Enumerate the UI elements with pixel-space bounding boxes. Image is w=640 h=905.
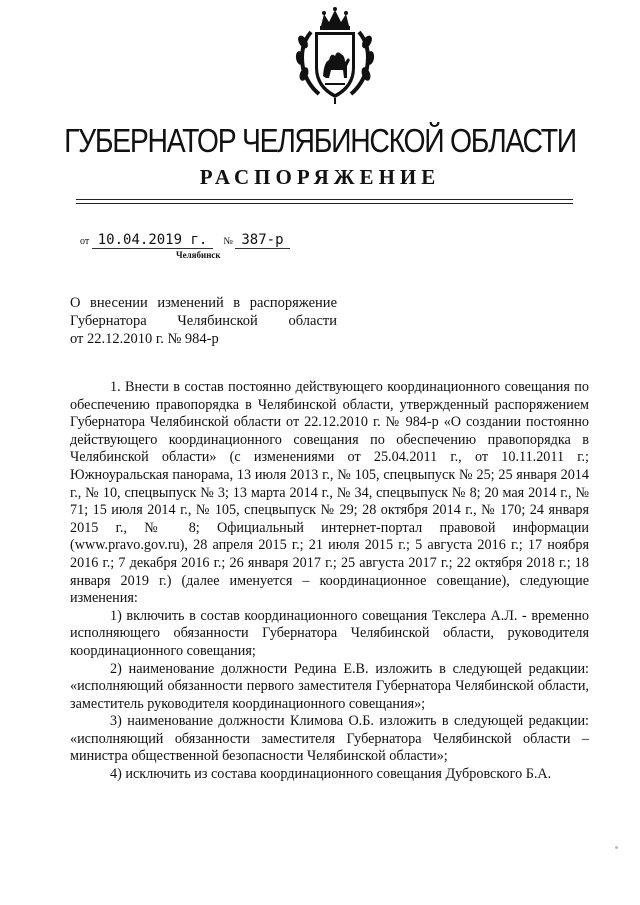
document-meta bbox=[80, 232, 290, 252]
paragraph-item-2: 2) наименование должности Редина Е.В. изложить в следующей редакции: «исполняющий обязанности первого заместителя Губернатора Челябинской области, заместитель руководителя координационного совещания»; bbox=[70, 660, 589, 712]
city-label: Челябинск bbox=[176, 250, 221, 260]
header-divider-thin bbox=[76, 203, 573, 204]
number-label: № bbox=[223, 236, 233, 247]
scan-speck bbox=[615, 846, 618, 849]
document-number: 387-р bbox=[235, 232, 289, 249]
document-date: 10.04.2019 г. bbox=[92, 232, 214, 249]
date-label: от bbox=[80, 236, 90, 247]
document-type: РАСПОРЯЖЕНИЕ bbox=[199, 165, 441, 189]
paragraph-item-3: 3) наименование должности Климова О.Б. изложить в следующей редакции: «исполняющий обязанности заместителя Губернатора Челябинской области – министра общественной безопасности Челябинской области»; bbox=[70, 713, 589, 765]
paragraph-item-1: 1) включить в состав координационного совещания Текслера А.Л. - временно исполняющего обязанности Губернатора Челябинской области, руководителя координационного совещания; bbox=[70, 607, 589, 659]
document-subject bbox=[70, 294, 337, 348]
coat-of-arms-icon bbox=[293, 6, 377, 106]
header-divider bbox=[76, 199, 573, 200]
document-body bbox=[70, 379, 589, 784]
subject-line-3: от 22.12.2010 г. № 984-р bbox=[70, 331, 219, 347]
paragraph-item-4: 4) исключить из состава координационного совещания Дубровского Б.А. bbox=[110, 766, 552, 783]
subject-line-2: Губернатора Челябинской области bbox=[70, 313, 337, 329]
paragraph-1: 1. Внести в состав постоянно действующего координационного совещания по обеспечению правопорядка в Челябинской области, утвержденный распоряжением Губернатора Челябинской области от 22.12.2010 г. № 984-р «О создании постоянно действующего координационного совещания по обеспечению правопорядка в Челябинской области» (с изменениями от 25.04.2011 г., от 10.11.2011 г.; Южноуральская панорама, 13 июля 2013 г., № 105, спецвыпуск № 25; 25 января 2014 г., № 10, спецвыпуск № 3; 13 марта 2014 г., № 34, спецвыпуск № 8; 20 мая 2014 г., № 71; 15 июля 2014 г., № 105, спецвыпуск № 29; 28 октября 2014 г., № 170; 24 января 2015 г., № 8; Официальный интернет-портал правовой информации (www.pravo.gov.ru), 28 апреля 2015 г.; 21 июля 2015 г.; 5 августа 2016 г.; 17 ноября 2016 г.; 7 декабря 2016 г.; 26 января 2017 г.; 25 августа 2017 г.; 22 октября 2018 г.; 18 января 2019 г.) (далее именуется – координационное совещание), следующие изменения: bbox=[70, 379, 589, 607]
subject-line-1: О внесении изменений в распоряжение bbox=[70, 295, 337, 311]
document-title: ГУБЕРНАТОР ЧЕЛЯБИНСКОЙ ОБЛАСТИ bbox=[64, 122, 576, 159]
